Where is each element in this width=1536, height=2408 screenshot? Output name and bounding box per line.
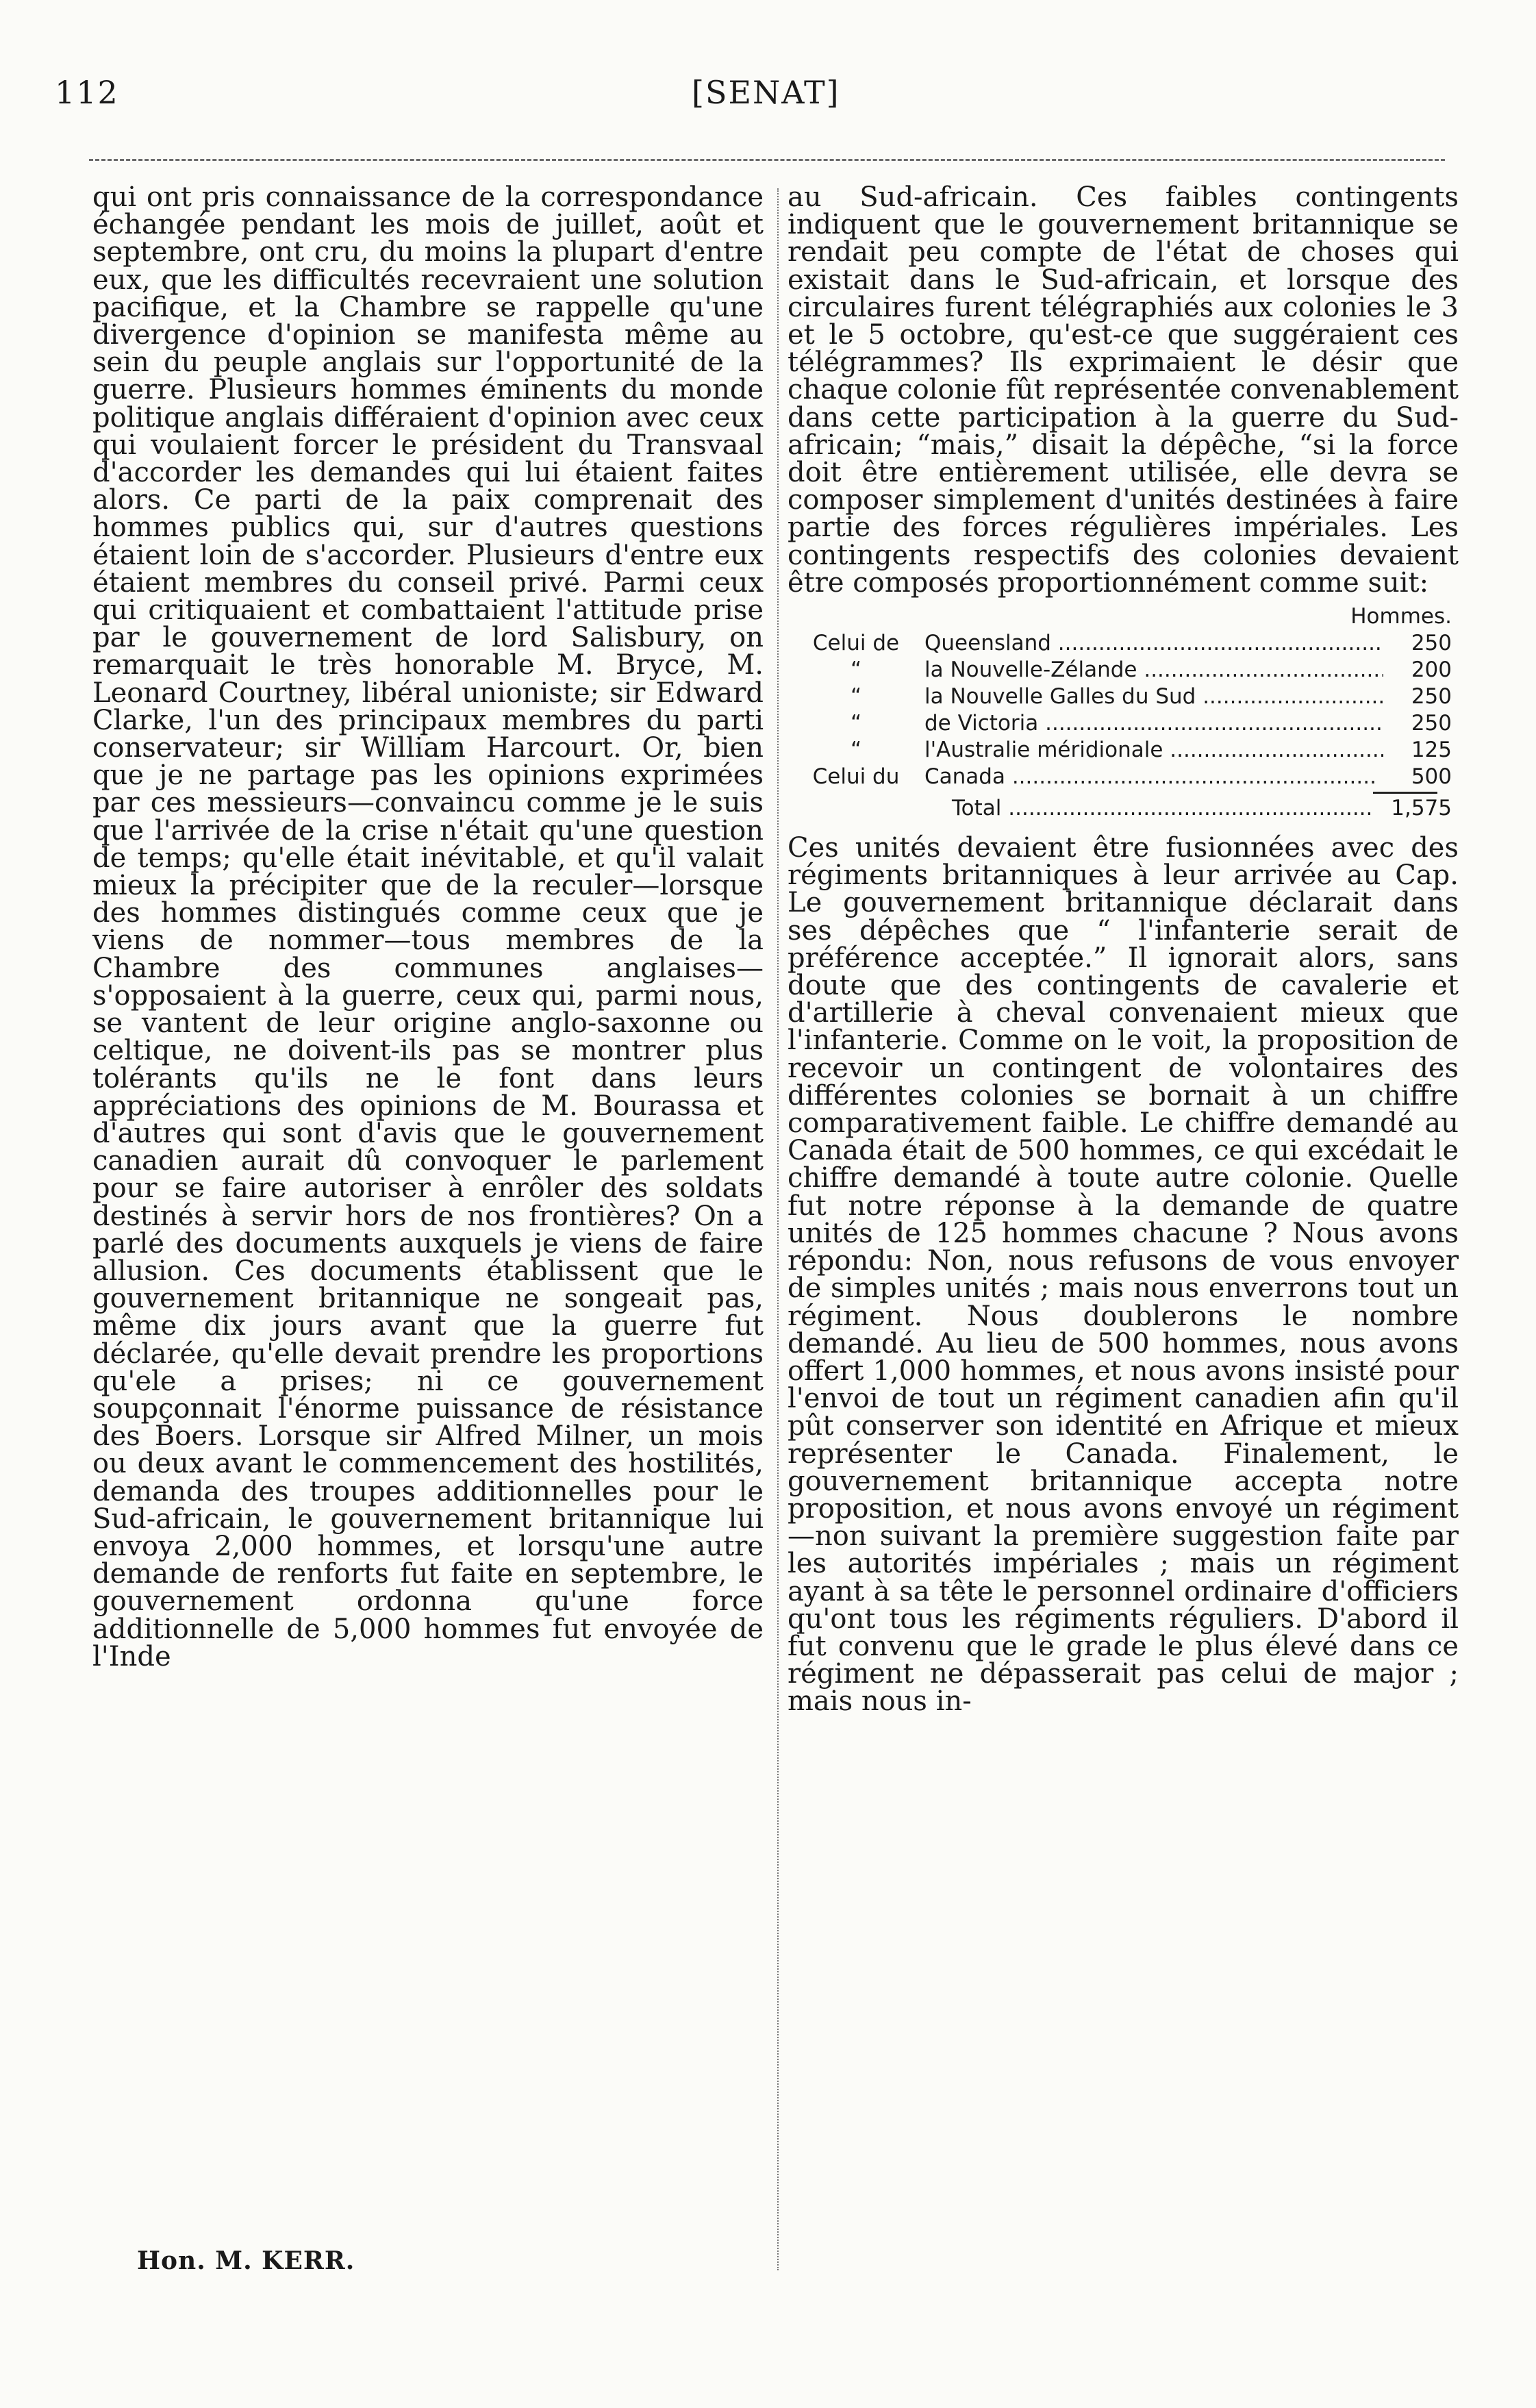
column-divider bbox=[777, 188, 779, 2270]
header-rule bbox=[89, 159, 1445, 161]
right-column-paragraph-2: Ces unités devaient être fusionnées avec des régiments britanniques à leur arrivée au Cap. Le gouvernement britannique déclarait dans ses dépêches que “ l'infanterie serait de préférence acceptée.” Il ignorait alors, sans doute que des contingents de cavalerie et d'artillerie à cheval convenaient mieux que l'infanterie. Comme on le voit, la proposition de recevoir un contingent de volontaires des différentes colonies se bornait à un chiffre comparativement faible. Le chiffre demandé au Canada était de 500 hommes, ce qui excédait le chiffre demandé à toute autre colonie. Quelle fut notre réponse à la demande de quatre unités de 125 hommes chacune ? Nous avons répondu: Non, nous refusons de vous envoyer de simples unités ; mais nous enverrons tout un régiment. Nous doublerons le nombre demandé. Au lieu de 500 hommes, nous avons offert 1,000 hommes, et nous avons insisté pour l'envoi de tout un régiment canadien afin qu'il pût conserver son identité en Afrique et mieux représenter le Canada. Finalement, le gouvernement britannique accepta notre proposition, et nous avons envoyé un régiment—non suivant la première suggestion faite par les autorités impériales ; mais un régiment ayant à sa tête le personnel ordinaire d'officiers qu'ont tous les régiments réguliers. D'abord il fut convenu que le grade le plus élevé dans ce régiment ne dépasserait pas celui de major ; mais nous in- bbox=[788, 832, 1459, 1718]
table-row bbox=[788, 630, 1459, 657]
row-count: 250 bbox=[1411, 711, 1452, 736]
row-colony: l'Australie méridionale ..... bbox=[924, 737, 1383, 764]
table-row bbox=[788, 737, 1459, 764]
table-total-row bbox=[788, 795, 1459, 822]
row-prefix: “ bbox=[850, 711, 862, 736]
total-rule bbox=[1373, 792, 1437, 794]
page-number: 112 bbox=[55, 74, 119, 111]
row-prefix: “ bbox=[850, 738, 862, 763]
row-count: 200 bbox=[1411, 657, 1452, 683]
right-column-paragraph-1: au Sud-africain. Ces faibles contingents indiquent que le gouvernement britannique se rendait peu compte de l'état de choses qui existait dans le Sud-africain, et lorsque des circulaires furent télégraphiés aux colonies le 3 et le 5 octobre, qu'est-ce que suggéraient ces télégrammes? Ils exprimaient le désir que chaque colonie fût représentée convenablement dans cette participation à la guerre du Sud-africain; “mais,” disait la dépêche, “si la force doit être entièrement utilisée, elle devra se composer simplement d'unités destinées à faire partie des forces régulières impériales. Les contingents respectifs des colonies devaient être composés proportionnément comme suit: bbox=[788, 181, 1459, 599]
total-label: Total ..... bbox=[788, 795, 1383, 822]
left-column bbox=[92, 181, 764, 1672]
row-count: 250 bbox=[1411, 684, 1452, 710]
row-prefix: Celui du bbox=[812, 764, 900, 790]
row-colony: la Nouvelle-Zélande ..... bbox=[924, 657, 1383, 683]
row-count: 250 bbox=[1411, 631, 1452, 656]
contingent-table bbox=[788, 603, 1459, 822]
total-count: 1,575 bbox=[1391, 796, 1452, 821]
row-count: 500 bbox=[1411, 764, 1452, 790]
right-column bbox=[788, 181, 1459, 1718]
table-header: Hommes. bbox=[1350, 604, 1452, 629]
row-colony: la Nouvelle Galles du Sud ..... bbox=[924, 683, 1383, 710]
table-row bbox=[788, 657, 1459, 683]
row-colony: de Victoria ..... bbox=[924, 710, 1383, 737]
table-row bbox=[788, 710, 1459, 737]
left-column-paragraph: qui ont pris connaissance de la correspondance échangée pendant les mois de juillet, août et septembre, ont cru, du moins la plupart d'entre eux, que les difficultés recevraient une solution pacifique, et la Chambre se rappelle qu'une divergence d'opinion se manifesta même au sein du peuple anglais sur l'opportunité de la guerre. Plusieurs hommes éminents du monde politique anglais différaient d'opinion avec ceux qui voulaient forcer le président du Transvaal d'accorder les demandes qui lui étaient faites alors. Ce parti de la paix comprenait des hommes publics qui, sur d'autres questions étaient loin de s'accorder. Plusieurs d'entre eux étaient membres du conseil privé. Parmi ceux qui critiquaient et combattaient l'attitude prise par le gouvernement de lord Salisbury, on remarquait le très honorable M. Bryce, M. Leonard Courtney, libéral unioniste; sir Edward Clarke, l'un des principaux membres du parti conservateur; sir William Harcourt. Or, bien que je ne partage pas les opinions exprimées par ces messieurs—convaincu comme je le suis que l'arrivée de la crise n'était qu'une question de temps; qu'elle était inévitable, et qu'il valait mieux la précipiter que de la reculer—lorsque des hommes distingués comme ceux que je viens de nommer—tous membres de la Chambre des communes anglaises—s'opposaient à la guerre, ceux qui, parmi nous, se vantent de leur origine anglo-saxonne ou celtique, ne doivent-ils pas se montrer plus tolérants qu'ils ne le font dans leurs appréciations des opinions de M. Bourassa et d'autres qui sont d'avis que le gouvernement canadien aurait dû convoquer le parlement pour se faire autoriser à enrôler des soldats destinés à servir hors de nos frontières? On a parlé des documents auxquels je viens de faire allusion. Ces documents établissent que le gouvernement britannique ne songeait pas, même dix jours avant que la guerre fut déclarée, qu'elle devait prendre les proportions qu'ele a prises; ni ce gouvernement soupçonnait l'énorme puissance de résistance des Boers. Lorsque sir Alfred Milner, un mois ou deux avant le commencement des hostilités, demanda des troupes additionnelles pour le Sud-africain, le gouvernement britannique lui envoya 2,000 hommes, et lorsqu'une autre demande de renforts fut faite en septembre, le gouvernement ordonna qu'une force additionnelle de 5,000 hommes fut envoyée de l'Inde bbox=[92, 181, 764, 1672]
row-count: 125 bbox=[1411, 738, 1452, 763]
table-row bbox=[788, 683, 1459, 710]
speaker-footer: Hon. M. KERR. bbox=[137, 2246, 355, 2275]
row-prefix: “ bbox=[850, 657, 862, 683]
running-title: [SENAT] bbox=[692, 74, 840, 111]
row-prefix: “ bbox=[850, 684, 862, 710]
row-colony: Canada ..... bbox=[924, 764, 1383, 790]
page-header bbox=[55, 33, 1479, 111]
row-prefix: Celui de bbox=[812, 631, 900, 656]
table-row bbox=[788, 764, 1459, 790]
row-colony: Queensland ..... bbox=[924, 630, 1383, 657]
